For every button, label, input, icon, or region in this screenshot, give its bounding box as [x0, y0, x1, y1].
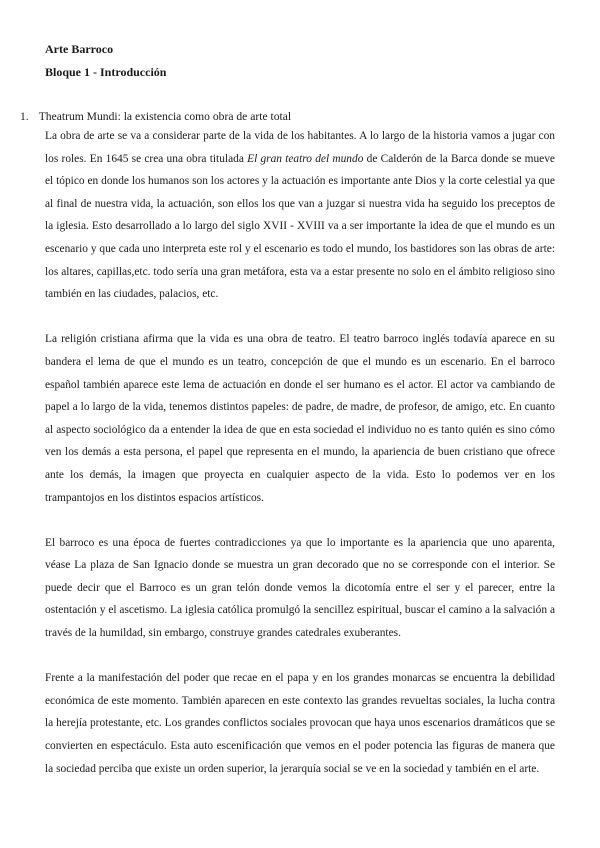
- document-body: [45, 125, 555, 803]
- section-heading-text: Theatrum Mundi: la existencia como obra de arte total: [38, 110, 292, 123]
- document-subtitle: Bloque 1 - Introducción: [45, 65, 167, 79]
- paragraph-3: El barroco es una época de fuertes contradicciones ya que lo importante es la apariencia que uno aparenta, véase La plaza de San Ignacio donde se muestra un gran decorado que no se corresponde con el interior. Se puede decir que el Barroco es un gran telón donde vemos la dicotomía entre el ser y el parecer, entre la ostentación y el ascetismo. La iglesia católica promulgó la sencillez espiritual, buscar el camino a la salvación a través de la humildad, sin embargo, construye grandes catedrales exuberantes.: [45, 536, 555, 640]
- paragraph-1: [45, 125, 555, 306]
- paragraph-1-after: de Calderón de la Barca donde se mueve el tópico en donde los humanos son los actores y la actuación es importante ante Dios y la corte celestial ya que al final de nuestra vida, la actuación, son ellos los que van a juzgar si nuestra vida ha seguido los preceptos de la iglesia. Esto desarrollado a lo largo del siglo XVII - XVIII va a ser importante la idea de que el mundo es un escenario y que cada uno interpreta este rol y el escenario es todo el mundo, los bastidores son las obras de arte: los altares, capillas,etc. todo sería una gran metáfora, esta va a estar presente no solo en el ámbito religioso sino también en las ciudades, palacios, etc.: [45, 152, 555, 301]
- document-title: Arte Barroco: [45, 42, 114, 56]
- work-title-emphasis: El gran teatro del mundo: [247, 152, 364, 165]
- paragraph-1-before: La obra de arte se va a considerar parte de la vida de los habitantes. A lo largo de la historia vamos a jugar con los roles. En 1645 se crea una obra titulada: [45, 130, 555, 165]
- paragraph-4: Frente a la manifestación del poder que recae en el papa y en los grandes monarcas se encuentra la debilidad económica de este momento. También aparecen en este contexto las grandes revueltas sociales, la lucha contra la herejía protestante, etc. Los grandes conflictos sociales provocan que haya unos escenarios dramáticos que se convierten en espectáculo. Esta auto escenificación que vemos en el poder potencia las figuras de manera que la sociedad perciba que existe un orden superior, la jerarquía social se ve en la sociedad y también en el arte.: [45, 672, 555, 775]
- section-number: 1.: [20, 110, 29, 123]
- paragraph-2: La religión cristiana afirma que la vida es una obra de teatro. El teatro barroco inglés todavía aparece en su bandera el lema de que el mundo es un teatro, concepción de que el mundo es un escenario. En el barroco español también aparece este lema de actuación en donde el ser humano es el actor. El actor va cambiando de papel a lo largo de la vida, tenemos distintos papeles: de padre, de madre, de profesor, de amigo, etc. En cuanto al aspecto sociológico da a entender la idea de que en esta sociedad el individuo no es tanto quién es sino cómo ven los demás a esta persona, el papel que representa en el mundo, la apariencia de buen cristiano que ofrece ante los demás, la imagen que proyecta en cualquier aspecto de la vida. Esto lo podemos ver en los trampantojos en los distintos espacios artísticos.: [45, 333, 555, 504]
